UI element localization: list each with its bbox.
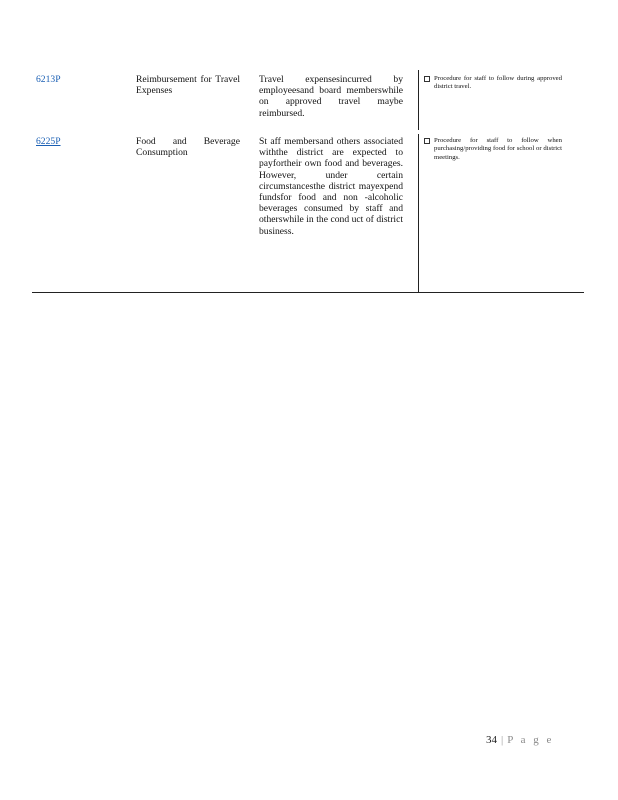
policy-title: Food and Beverage Consumption <box>136 136 240 159</box>
checkbox-bullet-icon <box>424 76 430 82</box>
policy-code-link[interactable]: 6225P <box>36 136 61 147</box>
table-bottom-border <box>32 292 584 293</box>
page-footer <box>486 734 554 746</box>
checkbox-bullet-icon <box>424 138 430 144</box>
policy-description: St aff membersand others associated withthe district are expected to payfortheir own food and beverages. However, under certain circumstancesthe district mayexpend fundsfor food and non -alcoholic beverages consumed by staff and otherswhile in the cond uct of district business. <box>259 136 403 237</box>
policy-title: Reimbursement for Travel Expenses <box>136 74 240 97</box>
procedure-text: Procedure for staff to follow when purchasing/providing food for school or district meetings. <box>434 137 562 161</box>
page-label: P a g e <box>507 734 554 746</box>
policy-code-link[interactable]: 6213P <box>36 74 61 85</box>
footer-separator: | <box>501 734 504 746</box>
column-divider <box>418 134 419 292</box>
policy-description: Travel expensesincurred by employeesand board memberswhile on approved travel maybe reimbursed. <box>259 74 403 119</box>
policy-row <box>32 136 584 286</box>
page-number: 34 <box>486 734 497 746</box>
procedure-text: Procedure for staff to follow during approved district travel. <box>434 75 562 91</box>
column-divider <box>418 70 419 130</box>
policy-row <box>32 74 584 130</box>
